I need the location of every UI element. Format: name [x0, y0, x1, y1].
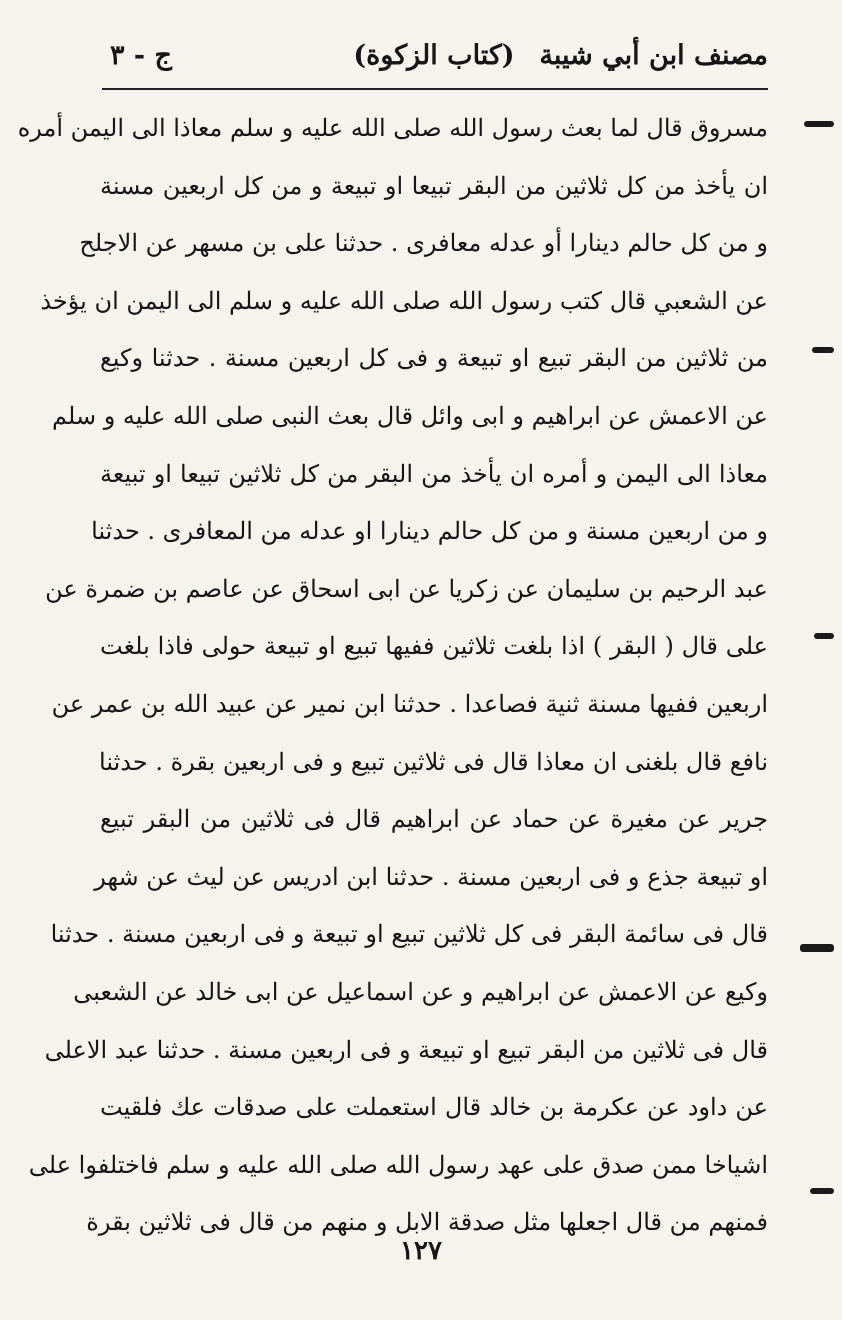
- text-line: اشياخا ممن صدق على عهد رسول الله صلى الله عليه و سلم فاختلفوا على: [28, 1150, 768, 1179]
- text-line: فمنهم من قال اجعلها مثل صدقة الابل و منهم من قال فى ثلاثين بقرة: [86, 1208, 768, 1237]
- text-line: قال فى ثلاثين من البقر تبيع او تبيعة و فى اربعين مسنة . حدثنا عبد الاعلى: [44, 1035, 768, 1064]
- text-line: عن الاعمش عن ابراهيم و ابى وائل قال بعث النبى صلى الله عليه و سلم: [52, 401, 768, 430]
- text-line: وكيع عن الاعمش عن ابراهيم و عن اسماعيل عن ابى خالد عن الشعبى: [73, 977, 768, 1006]
- text-line: عبد الرحيم بن سليمان عن زكريا عن ابى اسحاق عن عاصم بن ضمرة عن: [45, 574, 768, 603]
- text-line: و من كل حالم دينارا أو عدله معافرى . حدثنا على بن مسهر عن الاجلح: [79, 229, 768, 258]
- text-line: قال فى سائمة البقر فى كل ثلاثين تبيع او تبيعة و فى اربعين مسنة . حدثنا: [50, 920, 768, 949]
- header-divider: [102, 88, 768, 90]
- running-header: [100, 36, 768, 80]
- book-title: مصنف ابن أبي شيبة: [539, 40, 768, 71]
- body-text: [17, 100, 769, 1252]
- text-line: على قال ( البقر ) اذا بلغت ثلاثين ففيها تبيع او تبيعة حولى فاذا بلغت: [100, 632, 769, 661]
- chapter-title: (كتاب الزكوة): [353, 40, 515, 71]
- text-line: مسروق قال لما بعث رسول الله صلى الله عليه و سلم معاذا الى اليمن أمره: [17, 114, 768, 142]
- text-line: جرير عن مغيرة عن حماد عن ابراهيم قال فى ثلاثين من البقر تبيع: [100, 805, 768, 834]
- text-line: من ثلاثين من البقر تبيع او تبيعة و فى كل اربعين مسنة . حدثنا وكيع: [100, 344, 768, 373]
- text-line: عن الشعبي قال كتب رسول الله صلى الله عليه و سلم الى اليمن ان يؤخذ: [40, 286, 768, 315]
- margin-mark: [812, 347, 834, 353]
- page-number: ١٢٧: [400, 1236, 442, 1266]
- margin-mark: [804, 121, 834, 127]
- margin-mark: [810, 1188, 834, 1194]
- text-line: عن داود عن عكرمة بن خالد قال استعملت على صدقات عك فلقيت: [100, 1093, 768, 1122]
- text-line: نافع قال بلغنى ان معاذا قال فى ثلاثين تبيع و فى اربعين بقرة . حدثنا: [99, 747, 768, 776]
- margin-mark: [800, 944, 834, 952]
- volume-number: ج - ٣: [110, 40, 172, 71]
- text-line: ان يأخذ من كل ثلاثين من البقر تبيعا او تبيعة و من كل اربعين مسنة: [100, 171, 768, 200]
- text-line: اربعين ففيها مسنة ثنية فصاعدا . حدثنا ابن نمير عن عبيد الله بن عمر عن: [51, 689, 768, 718]
- text-line: و من اربعين مسنة و من كل حالم دينارا او عدله من المعافرى . حدثنا: [91, 517, 768, 546]
- text-line: او تبيعة جذع و فى اربعين مسنة . حدثنا ابن ادريس عن ليث عن شهر: [94, 862, 768, 891]
- text-line: معاذا الى اليمن و أمره ان يأخذ من البقر من كل ثلاثين تبيعا او تبيعة: [100, 459, 768, 488]
- margin-mark: [814, 633, 834, 639]
